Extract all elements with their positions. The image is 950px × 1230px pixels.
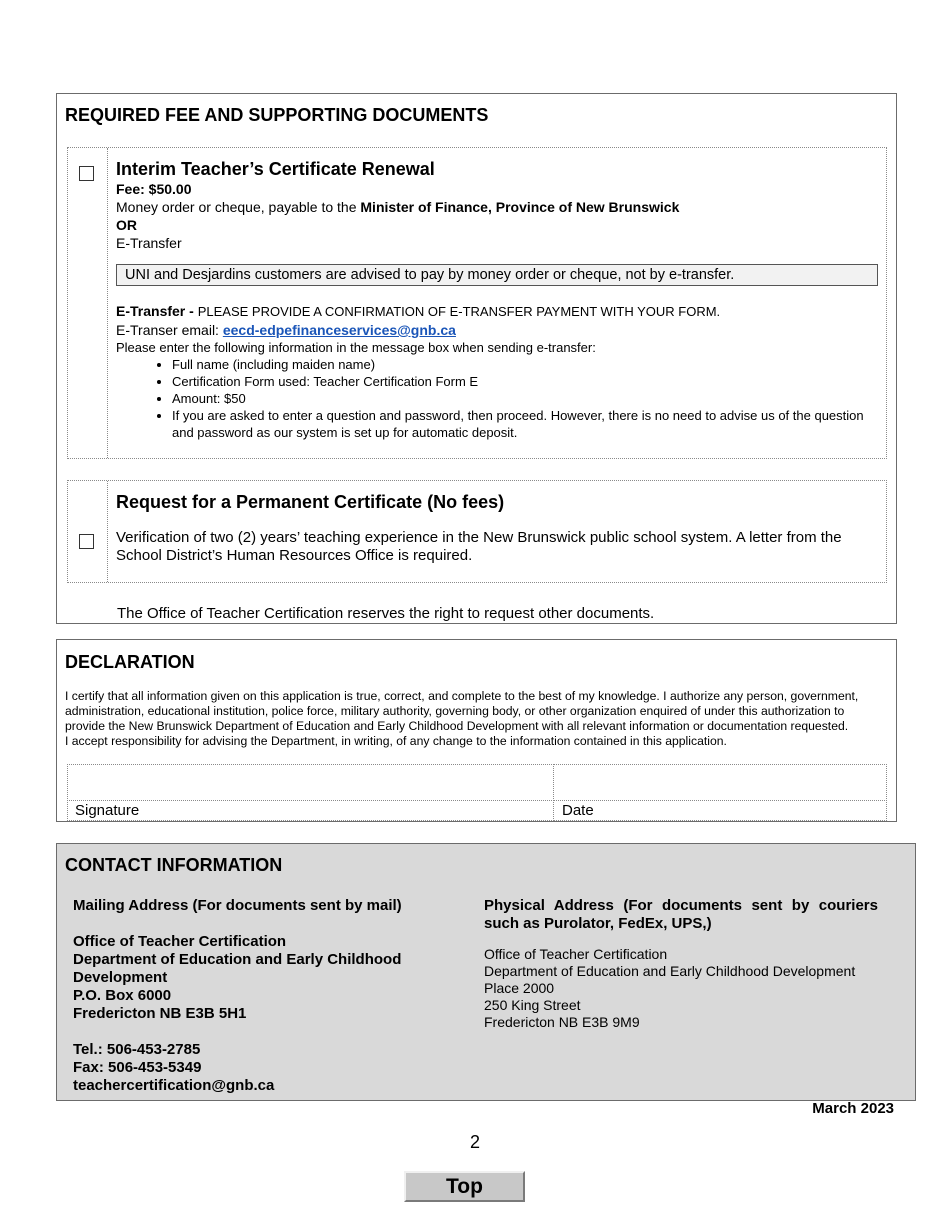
address-line: P.O. Box 6000 <box>73 987 172 1004</box>
mailing-address-heading: Mailing Address (For documents sent by mail) <box>73 897 402 914</box>
reserve-note: The Office of Teacher Certification reserves the right to request other documents. <box>117 605 655 622</box>
etransfer-option: E-Transfer <box>116 235 182 251</box>
payment-prefix: Money order or cheque, payable to the <box>116 199 361 215</box>
address-line: Place 2000 <box>484 980 555 996</box>
signature-field[interactable] <box>67 764 554 801</box>
interim-renewal-title: Interim Teacher’s Certificate Renewal <box>116 159 435 179</box>
contact-section <box>56 843 916 1101</box>
fee-section <box>56 93 897 624</box>
or-label: OR <box>116 217 137 233</box>
permanent-check-cell <box>68 481 108 582</box>
fax: Fax: 506-453-5349 <box>73 1059 202 1076</box>
contact-title: CONTACT INFORMATION <box>65 855 283 875</box>
declaration-text <box>65 689 886 749</box>
declaration-section <box>56 639 897 822</box>
date-label: Date <box>562 802 594 819</box>
message-info-list <box>116 356 878 441</box>
address-line: Department of Education and Early Childhood Development <box>484 963 856 979</box>
signature-label-cell <box>67 800 554 821</box>
fee-section-title: REQUIRED FEE AND SUPPORTING DOCUMENTS <box>65 105 489 125</box>
interim-check-cell <box>68 148 108 458</box>
etransfer-notice: UNI and Desjardins customers are advised to pay by money order or cheque, not by e-transfer. <box>116 264 878 286</box>
address-line: Department of Education and Early Childhood Development <box>73 951 402 986</box>
etransfer-instruction: PLEASE PROVIDE A CONFIRMATION OF E-TRANSFER PAYMENT WITH YOUR FORM. <box>197 304 721 319</box>
signature-table <box>67 764 887 821</box>
top-button[interactable]: Top <box>404 1171 525 1202</box>
declaration-paragraph: I certify that all information given on this application is true, correct, and complete to the best of my knowledge. I authorize any person, government, administration, educational institution, police force, military authority, governing body, or other organization enquired of under this authorization to provide the New Brunswick Department of Education and Early Childhood Development with all relevant information or documentation requested. <box>65 689 859 733</box>
page-number: 2 <box>469 1132 480 1152</box>
etransfer-email-link[interactable]: eecd-edpefinanceservices@gnb.ca <box>222 322 456 338</box>
interim-fee: Fee: $50.00 <box>116 181 192 197</box>
date-field[interactable] <box>553 764 887 801</box>
address-line: 250 King Street <box>484 997 581 1013</box>
permanent-certificate-body <box>116 481 878 565</box>
permanent-certificate-title: Request for a Permanent Certificate (No fees) <box>116 492 505 512</box>
permanent-certificate-checkbox[interactable] <box>79 534 94 549</box>
permanent-certificate-description: Verification of two (2) years’ teaching experience in the New Brunswick public school system. A letter from the School District’s Human Resources Office is required. <box>116 529 842 564</box>
date-label-cell <box>553 800 887 821</box>
payment-payee: Minister of Finance, Province of New Brunswick <box>360 199 680 215</box>
physical-address-heading: Physical Address (For documents sent by couriers such as Purolator, FedEx, UPS,) <box>484 897 878 932</box>
permanent-certificate-option <box>67 480 887 583</box>
mailing-address <box>73 897 453 1095</box>
interim-renewal-body <box>116 148 878 441</box>
address-line: Office of Teacher Certification <box>484 946 668 962</box>
list-item: • Full name (including maiden name) <box>172 356 878 373</box>
list-item: • Amount: $50 <box>172 390 878 407</box>
contact-email[interactable]: teachercertification@gnb.ca <box>73 1077 275 1094</box>
list-item: • If you are asked to enter a question and password, then proceed. However, there is no need to advise us of the question and password as our system is set up for automatic deposit. <box>172 407 878 441</box>
declaration-title: DECLARATION <box>65 652 195 672</box>
etransfer-label: E-Transfer - <box>116 303 198 319</box>
declaration-paragraph-2: I accept responsibility for advising the Department, in writing, of any change to the information contained in this application. <box>65 734 727 748</box>
message-intro: Please enter the following information in the message box when sending e-transfer: <box>116 340 596 355</box>
revision-date: March 2023 <box>812 1100 894 1117</box>
address-line: Office of Teacher Certification <box>73 933 287 950</box>
list-item: • Certification Form used: Teacher Certification Form E <box>172 373 878 390</box>
address-line: Fredericton NB E3B 5H1 <box>73 1005 247 1022</box>
address-line: Fredericton NB E3B 9M9 <box>484 1014 640 1030</box>
etransfer-email-line <box>116 321 878 339</box>
payment-method <box>116 198 878 216</box>
signature-label: Signature <box>75 802 140 819</box>
interim-renewal-checkbox[interactable] <box>79 166 94 181</box>
interim-renewal-option <box>67 147 887 459</box>
etransfer-instructions <box>116 302 878 321</box>
email-label: E-Transer email: <box>116 322 223 338</box>
physical-address <box>484 897 878 1031</box>
telephone: Tel.: 506-453-2785 <box>73 1041 201 1058</box>
